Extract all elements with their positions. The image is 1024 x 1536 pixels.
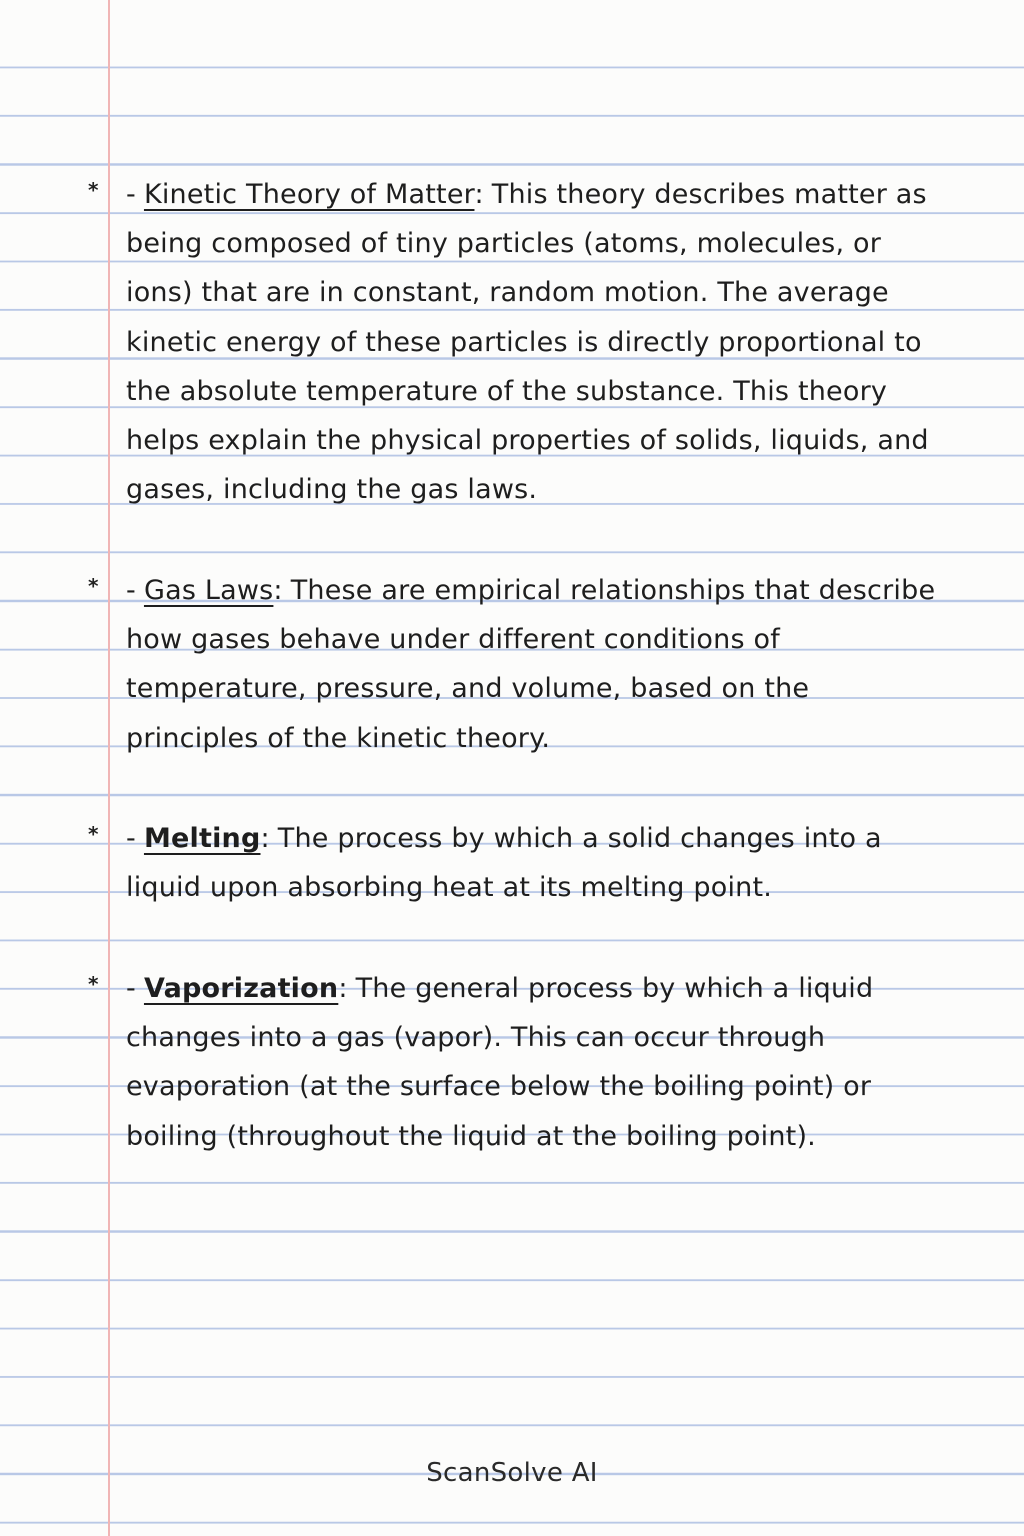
footer-brand: ScanSolve AI (426, 1458, 598, 1488)
colon: : (260, 823, 270, 854)
colon: : (273, 575, 283, 606)
note-text (126, 814, 946, 912)
note-text (126, 170, 946, 514)
colon: : (474, 179, 484, 210)
bullet-star-icon: * (88, 822, 99, 846)
note-text (126, 964, 946, 1161)
note-text (126, 566, 946, 763)
colon: : (338, 973, 348, 1004)
dash: - (126, 179, 136, 210)
term-heading: Gas Laws (143, 575, 274, 606)
bullet-star-icon: * (88, 972, 99, 996)
term-definition: These are empirical relationships that describe how gases behave under different conditions of temperature, pressure, and volume, based on the principles of the kinetic theory. (126, 575, 936, 754)
dash: - (126, 575, 136, 606)
term-heading: Vaporization (143, 973, 339, 1004)
term-heading: Kinetic Theory of Matter (143, 179, 475, 210)
margin-line (108, 0, 110, 1536)
term-definition: The process by which a solid changes into a liquid upon absorbing heat at its melting point. (126, 823, 882, 904)
dash: - (126, 823, 136, 854)
bullet-star-icon: * (88, 574, 99, 598)
bullet-star-icon: * (88, 178, 99, 202)
term-definition: This theory describes matter as being composed of tiny particles (atoms, molecules, or ions) that are in constant, random motion. The average kinetic energy of these particles is directly proportional to the absolute temperature of the substance. This theory helps explain the physical properties of solids, liquids, and gases, including the gas laws. (126, 179, 929, 506)
term-definition: The general process by which a liquid changes into a gas (vapor). This can occur through evaporation (at the surface below the boiling point) or boiling (throughout the liquid at the boiling point). (126, 973, 874, 1152)
dash: - (126, 973, 136, 1004)
term-heading: Melting (143, 823, 261, 854)
